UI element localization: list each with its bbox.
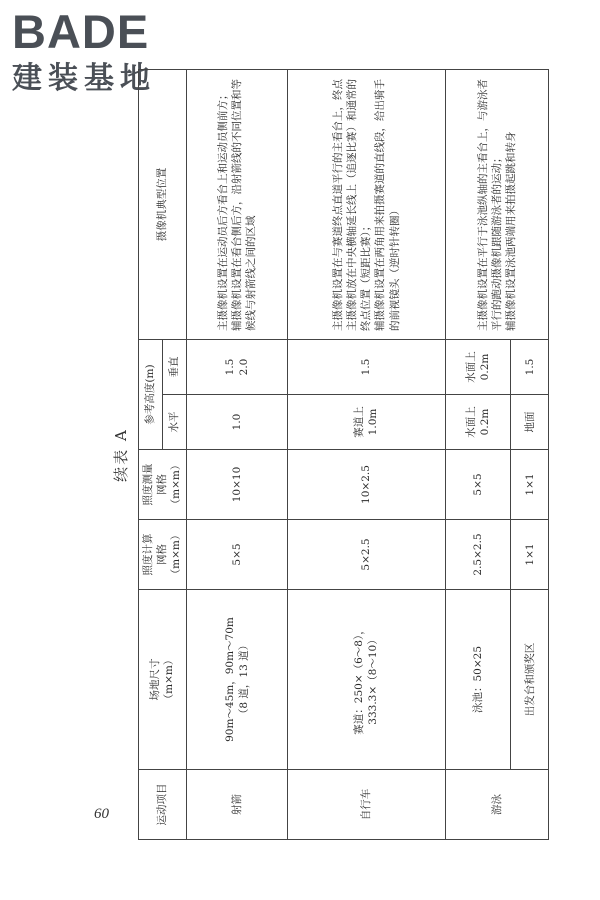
cell-horizontal: 1.0	[186, 395, 288, 450]
cell-calc-grid: 2.5×2.5	[445, 520, 511, 590]
cell-sport: 游泳	[445, 770, 549, 840]
table-caption: 续表 A	[112, 428, 130, 482]
cell-venue: 泳池：50×25	[445, 590, 511, 770]
table-row-cycling	[288, 70, 445, 840]
page-number: 60	[94, 806, 109, 822]
cell-venue: 赛道：250×（6～8）， 333.3×（8～10）	[288, 590, 445, 770]
cell-vertical: 1.5	[511, 340, 549, 395]
cell-venue: 出发台和颁奖区	[511, 590, 549, 770]
header-horizontal: 水平	[162, 395, 186, 450]
cell-vertical: 1.5 2.0	[186, 340, 288, 395]
cell-sport: 射箭	[186, 770, 288, 840]
cell-measure-grid: 10×10	[186, 450, 288, 520]
cell-horizontal: 水面上 0.2m	[445, 395, 511, 450]
cell-camera: 主摄像机设置在运动员后方看台上和运动员侧前方； 辅摄像机设置在看台侧后方，沿射箭线的不同位置和等候线与射箭线之间的区域	[186, 70, 288, 340]
cell-measure-grid: 1×1	[511, 450, 549, 520]
header-vertical: 垂直	[162, 340, 186, 395]
cell-measure-grid: 10×2.5	[288, 450, 445, 520]
cell-calc-grid: 1×1	[511, 520, 549, 590]
header-calc-grid: 照度计算 网格 （m×m）	[139, 520, 187, 590]
cell-horizontal: 地面	[511, 395, 549, 450]
rotated-page-content	[110, 70, 540, 840]
cell-vertical: 水面上 0.2m	[445, 340, 511, 395]
cell-camera: 主摄像机设置在与赛道终点直道平行的主看台上，终点主摄像机放在中央横轴延长线上（追逐比赛）和通常的终点位置（短距比赛）； 辅摄像机设置在两角用来拍摄赛道的直线段，给出骑手的前视镜头（逆时针转圈）	[288, 70, 445, 340]
cell-calc-grid: 5×5	[186, 520, 288, 590]
cell-horizontal: 赛道上 1.0m	[288, 395, 445, 450]
cell-venue: 90m～45m，90m～70m （8 道，13 道）	[186, 590, 288, 770]
logo-wordmark	[12, 6, 182, 58]
cell-calc-grid: 5×2.5	[288, 520, 445, 590]
table-row-archery	[186, 70, 288, 840]
cell-measure-grid: 5×5	[445, 450, 511, 520]
table-row-swimming-pool	[445, 70, 511, 840]
logo-main-text: BADE	[12, 5, 150, 58]
logo-subtitle: 建装基地	[12, 61, 156, 96]
cell-sport: 自行车	[288, 770, 445, 840]
header-row	[139, 70, 163, 840]
header-ref-height: 参考高度(m)	[139, 340, 163, 450]
header-camera: 摄像机典型位置	[139, 70, 187, 340]
header-sport: 运动项目	[139, 770, 187, 840]
cell-camera: 主摄像机设置在平行于泳池纵轴的主看台上，与游泳者平行的跑动摄像机跟随游泳者的运动； 辅摄像机设置泳池两端用来拍摄起跳和转身	[445, 70, 549, 340]
header-venue: 场地尺寸 （m×m）	[139, 590, 187, 770]
cell-vertical: 1.5	[288, 340, 445, 395]
header-measure-grid: 照度测量 网格 （m×m）	[139, 450, 187, 520]
lighting-spec-table	[138, 69, 549, 840]
